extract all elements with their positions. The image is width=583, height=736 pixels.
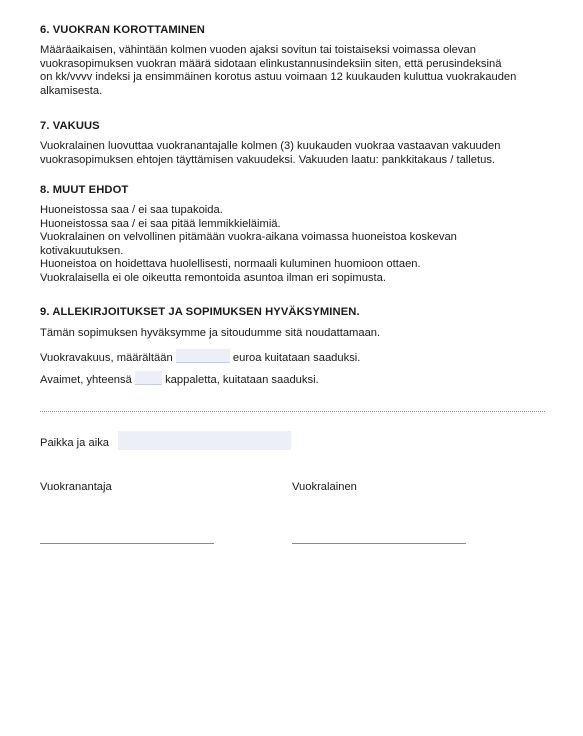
section-rent-increase [40,24,516,98]
text-line: Huoneistossa saa / ei saa pitää lemmikkieläimiä. [40,217,281,230]
place-date-label: Paikka ja aika [40,437,110,449]
section-text [40,140,500,167]
text-line: on kk/vvvv indeksi ja ensimmäinen korotus astuu voimaan 12 kuukauden kuluttua vuokrakauden [40,71,517,84]
landlord-signature-line [40,543,214,544]
dotted-divider [40,411,545,412]
keys-count-field[interactable] [135,371,162,385]
section-heading: 8. MUUT EHDOT [40,184,129,196]
section-text [40,204,457,286]
deposit-line [40,349,360,366]
section-signatures-approval [40,306,555,326]
place-date-field[interactable] [118,431,291,450]
deposit-amount-field[interactable] [176,349,230,363]
keys-prefix: Avaimet, yhteensä [40,374,132,386]
text-line: vuokrasopimuksen ehtojen täyttämisen vakuudeksi. Vakuuden laatu: pankkitakaus / talletus. [40,153,496,166]
keys-line [40,371,319,388]
keys-suffix: kappaletta, kuitataan saaduksi. [165,374,319,386]
section-security-deposit [40,120,500,167]
tenant-signature-line [292,543,466,544]
section-text [40,44,516,98]
landlord-label: Vuokranantaja [40,481,112,493]
deposit-prefix: Vuokravakuus, määrältään [40,352,173,364]
section-other-terms [40,184,457,286]
section-heading: 6. VUOKRAN KOROTTAMINEN [40,24,205,36]
section-heading: 9. ALLEKIRJOITUKSET JA SOPIMUKSEN HYVÄKSYMINEN. [40,306,360,318]
tenant-label: Vuokralainen [292,481,357,493]
text-line: Määräaikaisen, vähintään kolmen vuoden ajaksi sovitun tai toistaiseksi voimassa olevan [40,44,476,56]
section-heading: 7. VAKUUS [40,120,100,132]
approval-statement: Tämän sopimuksen hyväksymme ja sitoudumme sitä noudattamaan. [40,327,381,339]
text-line: Vuokralaisella ei ole oikeutta remontoida asuntoa ilman eri sopimusta. [40,271,386,284]
text-line: Vuokralainen on velvollinen pitämään vuokra-aikana voimassa huoneistoa koskevan [40,231,457,244]
text-line: kotivakuutuksen. [40,244,124,257]
text-line: vuokrasopimuksen vuokran määrä sidotaan elinkustannusindeksiin siten, että perusindeksinä [40,57,502,70]
text-line: alkamisesta. [40,84,103,97]
text-line: Huoneistossa saa / ei saa tupakoida. [40,204,223,216]
text-line: Huoneistoa on hoidettava huolellisesti, normaali kuluminen huomioon ottaen. [40,258,421,271]
text-line: Vuokralainen luovuttaa vuokranantajalle kolmen (3) kuukauden vuokraa vastaavan vakuuden [40,140,501,152]
deposit-suffix: euroa kuitataan saaduksi. [232,352,361,364]
